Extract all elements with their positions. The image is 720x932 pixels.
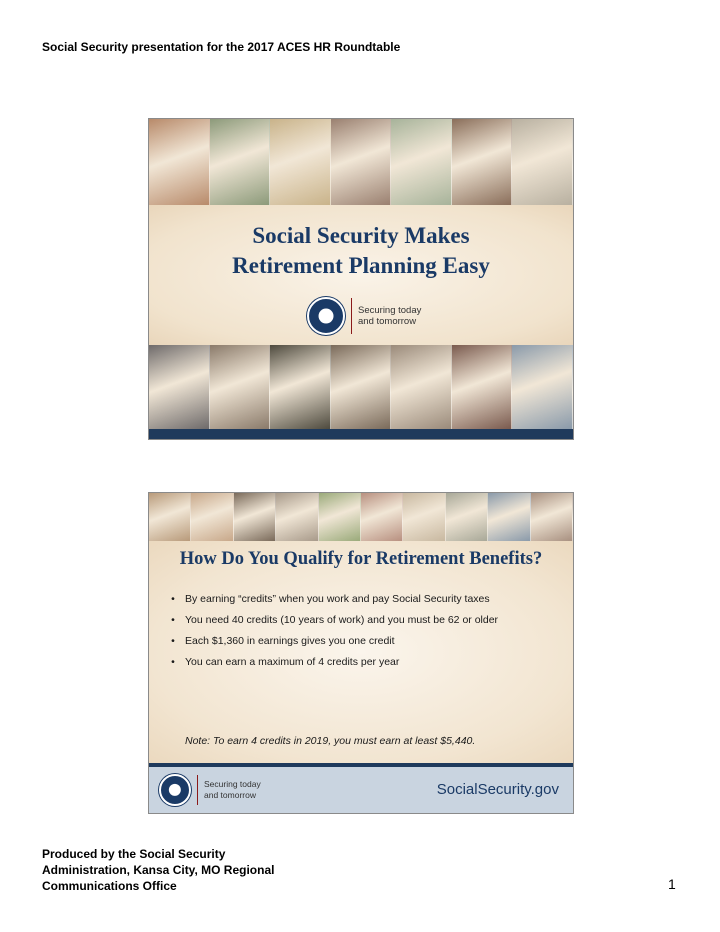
website-link[interactable]: SocialSecurity.gov bbox=[436, 781, 559, 798]
slide-2-title: How Do You Qualify for Retirement Benefits? bbox=[179, 549, 543, 569]
logo-tagline bbox=[358, 305, 421, 327]
photo-tile bbox=[149, 119, 210, 205]
photo-tile bbox=[391, 119, 452, 205]
producer-credit-line-1: Produced by the Social Security bbox=[42, 847, 226, 861]
photo-tile bbox=[512, 345, 573, 429]
photo-tile bbox=[512, 119, 573, 205]
photo-tile bbox=[391, 345, 452, 429]
slide-1-title bbox=[149, 221, 573, 281]
slide-1-bottom-bar bbox=[149, 429, 573, 439]
bullet-icon: • bbox=[171, 656, 175, 668]
slide-1-body bbox=[149, 205, 573, 345]
photo-tile bbox=[191, 493, 233, 541]
bullet-list bbox=[161, 593, 498, 677]
ssa-logo bbox=[307, 297, 421, 335]
producer-credit-line-3: Communications Office bbox=[42, 879, 177, 893]
tagline-line-2: and tomorrow bbox=[204, 790, 256, 800]
photo-tile bbox=[452, 119, 513, 205]
ssa-seal-icon bbox=[307, 297, 345, 335]
photo-tile bbox=[452, 345, 513, 429]
ssa-logo bbox=[159, 774, 261, 806]
photo-tile bbox=[488, 493, 530, 541]
producer-credit bbox=[42, 846, 274, 894]
slide-2-note: Note: To earn 4 credits in 2019, you must earn at least $5,440. bbox=[185, 735, 476, 747]
tagline-line-1: Securing today bbox=[204, 779, 261, 789]
photo-tile bbox=[319, 493, 361, 541]
slide-2 bbox=[148, 492, 574, 814]
tagline-line-1: Securing today bbox=[358, 305, 422, 316]
bullet-icon: • bbox=[171, 614, 175, 626]
page-header: Social Security presentation for the 2017 ACES HR Roundtable bbox=[42, 40, 401, 54]
photo-tile bbox=[403, 493, 445, 541]
bullet-icon: • bbox=[171, 635, 175, 647]
slide-2-top-photo-strip bbox=[149, 493, 573, 541]
photo-tile bbox=[446, 493, 488, 541]
bullet-icon: • bbox=[171, 593, 175, 605]
photo-tile bbox=[276, 493, 318, 541]
slide-2-body bbox=[149, 541, 573, 763]
photo-tile bbox=[210, 345, 271, 429]
photo-tile bbox=[270, 119, 331, 205]
photo-tile bbox=[331, 119, 392, 205]
logo-tagline bbox=[204, 779, 261, 801]
photo-tile bbox=[270, 345, 331, 429]
ssa-seal-icon bbox=[159, 774, 191, 806]
photo-tile bbox=[331, 345, 392, 429]
photo-tile bbox=[210, 119, 271, 205]
slide-1-title-line-1: Social Security Makes bbox=[252, 223, 470, 248]
photo-tile bbox=[149, 493, 191, 541]
slide-1-title-line-2: Retirement Planning Easy bbox=[232, 253, 490, 278]
logo-divider bbox=[197, 775, 198, 805]
photo-tile bbox=[361, 493, 403, 541]
photo-tile bbox=[149, 345, 210, 429]
slide-2-footer bbox=[149, 767, 573, 813]
slide-1-top-photo-strip bbox=[149, 119, 573, 205]
list-item: • You need 40 credits (10 years of work) and you must be 62 or older bbox=[161, 614, 498, 635]
slide-1-bottom-photo-strip bbox=[149, 345, 573, 429]
photo-tile bbox=[531, 493, 573, 541]
logo-divider bbox=[351, 298, 352, 334]
tagline-line-2: and tomorrow bbox=[358, 316, 417, 327]
list-item: • Each $1,360 in earnings gives you one credit bbox=[161, 635, 498, 656]
list-item: • You can earn a maximum of 4 credits per year bbox=[161, 656, 498, 677]
page-number: 1 bbox=[668, 876, 676, 892]
list-item: • By earning “credits” when you work and pay Social Security taxes bbox=[161, 593, 498, 614]
producer-credit-line-2: Administration, Kansa City, MO Regional bbox=[42, 863, 275, 877]
photo-tile bbox=[234, 493, 276, 541]
slide-1 bbox=[148, 118, 574, 440]
